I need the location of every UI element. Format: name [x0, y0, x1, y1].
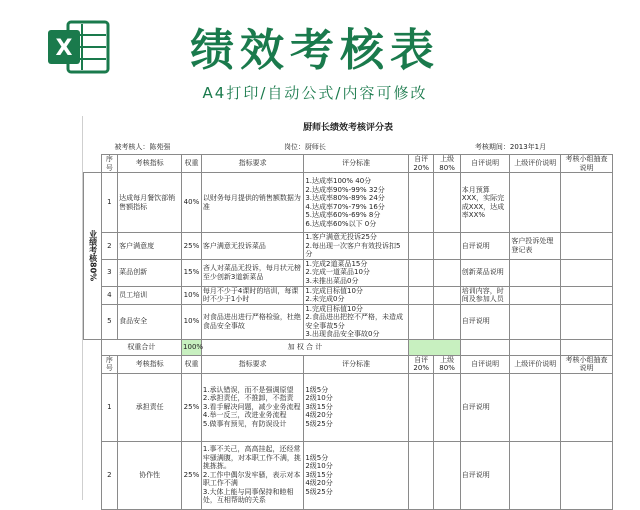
table-row — [84, 373, 613, 441]
weight-total-label: 权重合计 — [101, 339, 181, 355]
logo-letter: X — [55, 36, 73, 61]
section2-header — [84, 355, 613, 373]
row-seq: 1 — [101, 173, 118, 233]
col-seq: 序号 — [101, 355, 118, 373]
row-self-note[interactable]: 自评说明 — [460, 233, 510, 260]
row-standard[interactable]: 1级5分 2级10分 3级15分 4级20分 5级25分 — [304, 441, 409, 509]
row-seq: 2 — [101, 441, 118, 509]
row-seq: 5 — [101, 304, 118, 339]
row-sup-note[interactable] — [510, 286, 561, 304]
col-item: 考核指标 — [118, 355, 182, 373]
row-self-note[interactable]: 自评说明 — [460, 441, 510, 509]
row-standard[interactable]: 1.客户满意无投诉25分 2.每出现一次客户有效投诉扣5分 — [304, 233, 409, 260]
col-self: 自评 20% — [409, 355, 434, 373]
total-row — [84, 339, 613, 355]
row-self-note[interactable]: 自评说明 — [460, 373, 510, 441]
row-item[interactable]: 食品安全 — [118, 304, 182, 339]
table-row — [84, 304, 613, 339]
col-requirement: 指标要求 — [201, 355, 303, 373]
row-audit[interactable] — [561, 441, 613, 509]
row-standard[interactable]: 1.完成目标值10分 2.食品进出把控不严格，未造成安全事故5分 3.出现食品安全事故0分 — [304, 304, 409, 339]
weighted-total-value[interactable] — [409, 339, 461, 355]
row-sup-note[interactable] — [510, 373, 561, 441]
row-self-score[interactable] — [409, 373, 434, 441]
row-self-score[interactable] — [409, 259, 434, 286]
page-title: 绩效考核表 — [190, 25, 440, 76]
weighted-total-label: 加 权 合 计 — [201, 339, 408, 355]
row-sup-score[interactable] — [434, 373, 460, 441]
row-weight[interactable]: 40% — [182, 173, 202, 233]
examinee-label: 被考核人：陈苑强 — [114, 142, 171, 151]
table-row — [84, 441, 613, 509]
section-blank — [84, 155, 102, 173]
col-self-note: 自评说明 — [460, 155, 510, 173]
row-item[interactable]: 协作性 — [118, 441, 182, 509]
row-item[interactable]: 承担责任 — [118, 373, 182, 441]
row-self-score[interactable] — [409, 173, 434, 233]
col-sup-note: 上级评价说明 — [510, 355, 561, 373]
table-row — [84, 233, 613, 260]
banner — [0, 0, 640, 115]
weight-total-value[interactable]: 100% — [182, 339, 202, 355]
row-self-score[interactable] — [409, 286, 434, 304]
col-self-note: 自评说明 — [460, 355, 510, 373]
row-self-note[interactable]: 本月预算XXX，实际完成XXX，达成率XX% — [460, 173, 510, 233]
row-audit[interactable] — [561, 286, 613, 304]
row-audit[interactable] — [561, 304, 613, 339]
row-sup-note[interactable]: 客户投诉处理登记表 — [510, 233, 561, 260]
page-subtitle: A4打印/自动公式/内容可修改 — [202, 84, 428, 102]
row-audit[interactable] — [561, 373, 613, 441]
row-weight[interactable]: 10% — [182, 304, 202, 339]
row-sup-note[interactable] — [510, 441, 561, 509]
row-sup-score[interactable] — [434, 304, 460, 339]
row-audit[interactable] — [561, 259, 613, 286]
row-item[interactable]: 客户满意度 — [118, 233, 182, 260]
row-sup-score[interactable] — [434, 259, 460, 286]
col-requirement: 指标要求 — [201, 155, 303, 173]
row-self-note[interactable]: 自评说明 — [460, 304, 510, 339]
period-label: 考核期间：2013年1月 — [474, 142, 547, 151]
row-sup-note[interactable] — [510, 173, 561, 233]
row-requirement[interactable]: 1.事不关己，高高挂起，还经常牢骚满腹，对本职工作不满，挑挑拣拣。 2.工作中偶尔发牢骚，表示对本职工作不满 3.大体上能与同事保持和睦相处，互相帮助的关系 — [201, 441, 303, 509]
row-sup-score[interactable] — [434, 441, 460, 509]
row-sup-note[interactable] — [510, 304, 561, 339]
col-sup-note: 上级评价说明 — [510, 155, 561, 173]
row-item[interactable]: 菜品创新 — [118, 259, 182, 286]
table-row — [84, 286, 613, 304]
col-standard: 评分标准 — [304, 355, 409, 373]
row-standard[interactable]: 1.完成2道菜品15分 2.完成一道菜品10分 3.未推出菜品0分 — [304, 259, 409, 286]
col-audit: 考核小组抽查说明 — [561, 355, 613, 373]
row-seq: 2 — [101, 233, 118, 260]
col-self: 自评 20% — [409, 155, 434, 173]
row-self-note[interactable]: 培训内容，时间及参加人员 — [460, 286, 510, 304]
row-self-score[interactable] — [409, 233, 434, 260]
row-self-score[interactable] — [409, 304, 434, 339]
row-sup-score[interactable] — [434, 286, 460, 304]
excel-logo-icon — [46, 18, 112, 76]
row-seq: 3 — [101, 259, 118, 286]
row-self-score[interactable] — [409, 441, 434, 509]
col-standard: 评分标准 — [304, 155, 409, 173]
row-item[interactable]: 员工培训 — [118, 286, 182, 304]
evaluation-table — [83, 116, 613, 510]
row-sup-note[interactable] — [510, 259, 561, 286]
table-row — [84, 259, 613, 286]
row-requirement[interactable]: 每月不少于4课时的培训，每课时不少于1小时 — [201, 286, 303, 304]
col-superior: 上级 80% — [434, 355, 460, 373]
row-item[interactable]: 达成每月餐饮部销售额指标 — [118, 173, 182, 233]
row-seq: 4 — [101, 286, 118, 304]
row-standard[interactable]: 1.完成目标值10分 2.未完成0分 — [304, 286, 409, 304]
row-standard[interactable]: 1级5分 2级10分 3级15分 4级20分 5级25分 — [304, 373, 409, 441]
col-seq: 序号 — [101, 155, 118, 173]
row-audit[interactable] — [561, 233, 613, 260]
col-item: 考核指标 — [118, 155, 182, 173]
row-audit[interactable] — [561, 173, 613, 233]
row-requirement[interactable]: 客户满意无投诉菜品 — [201, 233, 303, 260]
row-weight[interactable]: 25% — [182, 441, 202, 509]
row-standard[interactable]: 1.达成率100% 40分 2.达成率90%-99% 32分 3.达成率80%-89% 24分 4.达成率70%-79% 16分 5.达成率60%-69% 8分 6.达成率60%以下 0分 — [304, 173, 409, 233]
table-row — [84, 173, 613, 233]
col-weight: 权重 — [182, 155, 202, 173]
section1-label: 业绩考核80% — [84, 173, 102, 340]
row-requirement[interactable]: 1.承认错误，而不是强调原望 2.承担责任，不推卸，不指责 3.看手解决问题，减少业务流程 4.举一反三，改进业务流程 5.做事有预见，有防误设计 — [201, 373, 303, 441]
position-label: 岗位：厨师长 — [283, 142, 326, 151]
sheet-title: 厨师长绩效考核评分表 — [302, 122, 393, 133]
col-superior: 上级 80% — [434, 155, 460, 173]
row-sup-score[interactable] — [434, 173, 460, 233]
row-requirement[interactable]: 吝人对菜品无投诉，每月状元榜至少创新3道新菜品 — [201, 259, 303, 286]
row-self-note[interactable]: 创新菜品说明 — [460, 259, 510, 286]
row-weight[interactable]: 10% — [182, 286, 202, 304]
row-weight[interactable]: 25% — [182, 373, 202, 441]
spreadsheet[interactable] — [82, 116, 613, 505]
col-audit: 考核小组抽查说明 — [561, 155, 613, 173]
col-weight: 权重 — [182, 355, 202, 373]
row-requirement[interactable]: 对食品进出进行严格检验，杜绝食品安全事故 — [201, 304, 303, 339]
row-weight[interactable]: 15% — [182, 259, 202, 286]
row-weight[interactable]: 25% — [182, 233, 202, 260]
row-seq: 1 — [101, 373, 118, 441]
row-requirement[interactable]: 以财务每月提供的销售额数据为准 — [201, 173, 303, 233]
row-sup-score[interactable] — [434, 233, 460, 260]
